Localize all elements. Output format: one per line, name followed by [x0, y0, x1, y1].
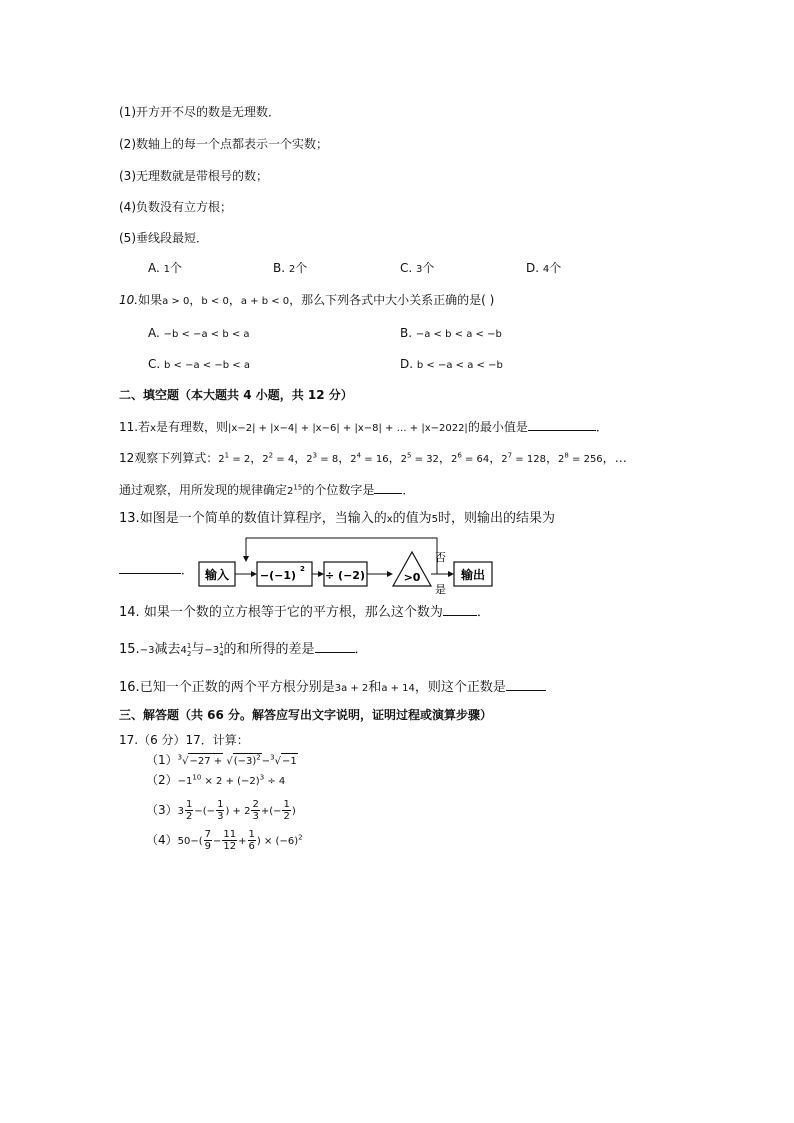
statement-number: (4) [119, 200, 136, 214]
answer-blank[interactable] [315, 640, 355, 653]
statement-number: (2) [119, 137, 136, 151]
q9-option-c[interactable]: C. 3个 [400, 261, 435, 275]
no-label: 否 [435, 551, 446, 564]
statement-text: 垂线段最短． [136, 231, 209, 245]
section-3-heading: 三、解答题（共 66 分。解答应写出文字说明，证明过程或演算步骤） [119, 708, 493, 722]
flowchart [190, 532, 510, 594]
question-17-head: 17.（6 分）17．计算： [119, 733, 249, 747]
statement-number: (3) [119, 169, 136, 183]
question-14: 14. 如果一个数的立方根等于它的平方根，那么这个数为 ． [119, 605, 490, 620]
step1-exponent: 2 [300, 565, 305, 573]
statement-text: 无理数就是带根号的数； [136, 169, 269, 183]
section-2-heading: 二、填空题（本大题共 4 小题，共 12 分） [119, 388, 353, 402]
question-15: 15.−3减去4 1 2 与−3 1 4 的和所得的差是 ． [119, 641, 368, 658]
statement-3 [119, 168, 268, 184]
question-16: 16.已知一个正数的两个平方根分别是3a + 2和a + 14，则这个正数是 [119, 678, 546, 697]
answer-blank[interactable] [528, 418, 596, 431]
answer-blank[interactable] [374, 481, 402, 494]
fraction: 1 4 [219, 641, 224, 658]
step2-label: ÷ (−2) [325, 569, 365, 582]
q10-option-c[interactable]: C. b < −a < −b < a [148, 357, 250, 371]
answer-blank[interactable]: ( ) [481, 293, 495, 307]
yes-label: 是 [435, 583, 446, 594]
statement-number: (1) [119, 105, 136, 119]
q17-item-3: （3）3 $\frac{1}{2}$ −(− $\frac{1}{3}$ ) + 2 $\frac{2}{3}$ +(− $\frac{1}{2}$ ) [146, 799, 296, 822]
q17-item-2: $(2)-1^{10} \times 2 + (-2)^3 \div 4$ [146, 773, 286, 787]
question-11: 11.若x是有理数，则|x−2| + |x−4| + |x−6| + |x−8| + … + |x−2022|的最小值是 ． [119, 420, 608, 434]
statement-1 [119, 104, 280, 120]
question-13-answer: ． [119, 561, 193, 578]
fraction: 1 2 [186, 641, 192, 658]
question-12: 12观察下列算式：$2^1 = 2$，$2^2 = 4$，$2^3 = 8$，$2^4 = 16$，$2^5 = 32$，$2^6 = 64$，$2^7 = 128$，$2^8 = 256$，… [119, 451, 627, 465]
statement-4 [119, 199, 232, 215]
q17-item-1: $(1)^3√-27 + √(-3)^2-^3√-1$ [146, 752, 298, 770]
answer-blank[interactable] [119, 561, 181, 574]
question-10: 10.如果a > 0，b < 0，a + b < 0，那么下列各式中大小关系正确的是( ) [119, 293, 495, 307]
q17-item-4: （4）50−( $\frac{7}{9}$ − $\frac{11}{12}$ + $\frac{1}{6}$ ) × $(-6)^2$ [146, 829, 303, 852]
q9-option-a[interactable]: A. 1个 [148, 261, 183, 275]
question-12-line-2: 通过观察，用所发现的规律确定$2^{15}$的个位数字是 ． [119, 483, 415, 497]
q10-option-d[interactable]: D. b < −a < a < −b [400, 357, 503, 371]
question-13: 13.如图是一个简单的数值计算程序，当输入的x的值为5时，则输出的结果为 [119, 511, 556, 526]
answer-blank[interactable] [506, 678, 546, 691]
statement-text: 负数没有立方根； [136, 200, 233, 214]
q9-option-d[interactable]: D. 4个 [526, 261, 562, 275]
answer-blank[interactable] [443, 603, 477, 616]
statement-5 [119, 230, 208, 246]
statement-text: 数轴上的每一个点都表示一个实数； [136, 137, 329, 151]
q10-option-b[interactable]: B. −a < b < a < −b [400, 326, 502, 340]
statement-2 [119, 136, 328, 152]
q9-option-b[interactable]: B. 2个 [273, 261, 308, 275]
input-label: 输入 [204, 568, 230, 582]
statement-number: (5) [119, 231, 136, 245]
condition-label: >0 [403, 571, 421, 584]
step1-label: −(−1) [259, 569, 297, 582]
q10-option-a[interactable]: A. −b < −a < b < a [148, 326, 250, 340]
output-label: 输出 [460, 568, 486, 582]
statement-text: 开方开不尽的数是无理数． [136, 105, 281, 119]
